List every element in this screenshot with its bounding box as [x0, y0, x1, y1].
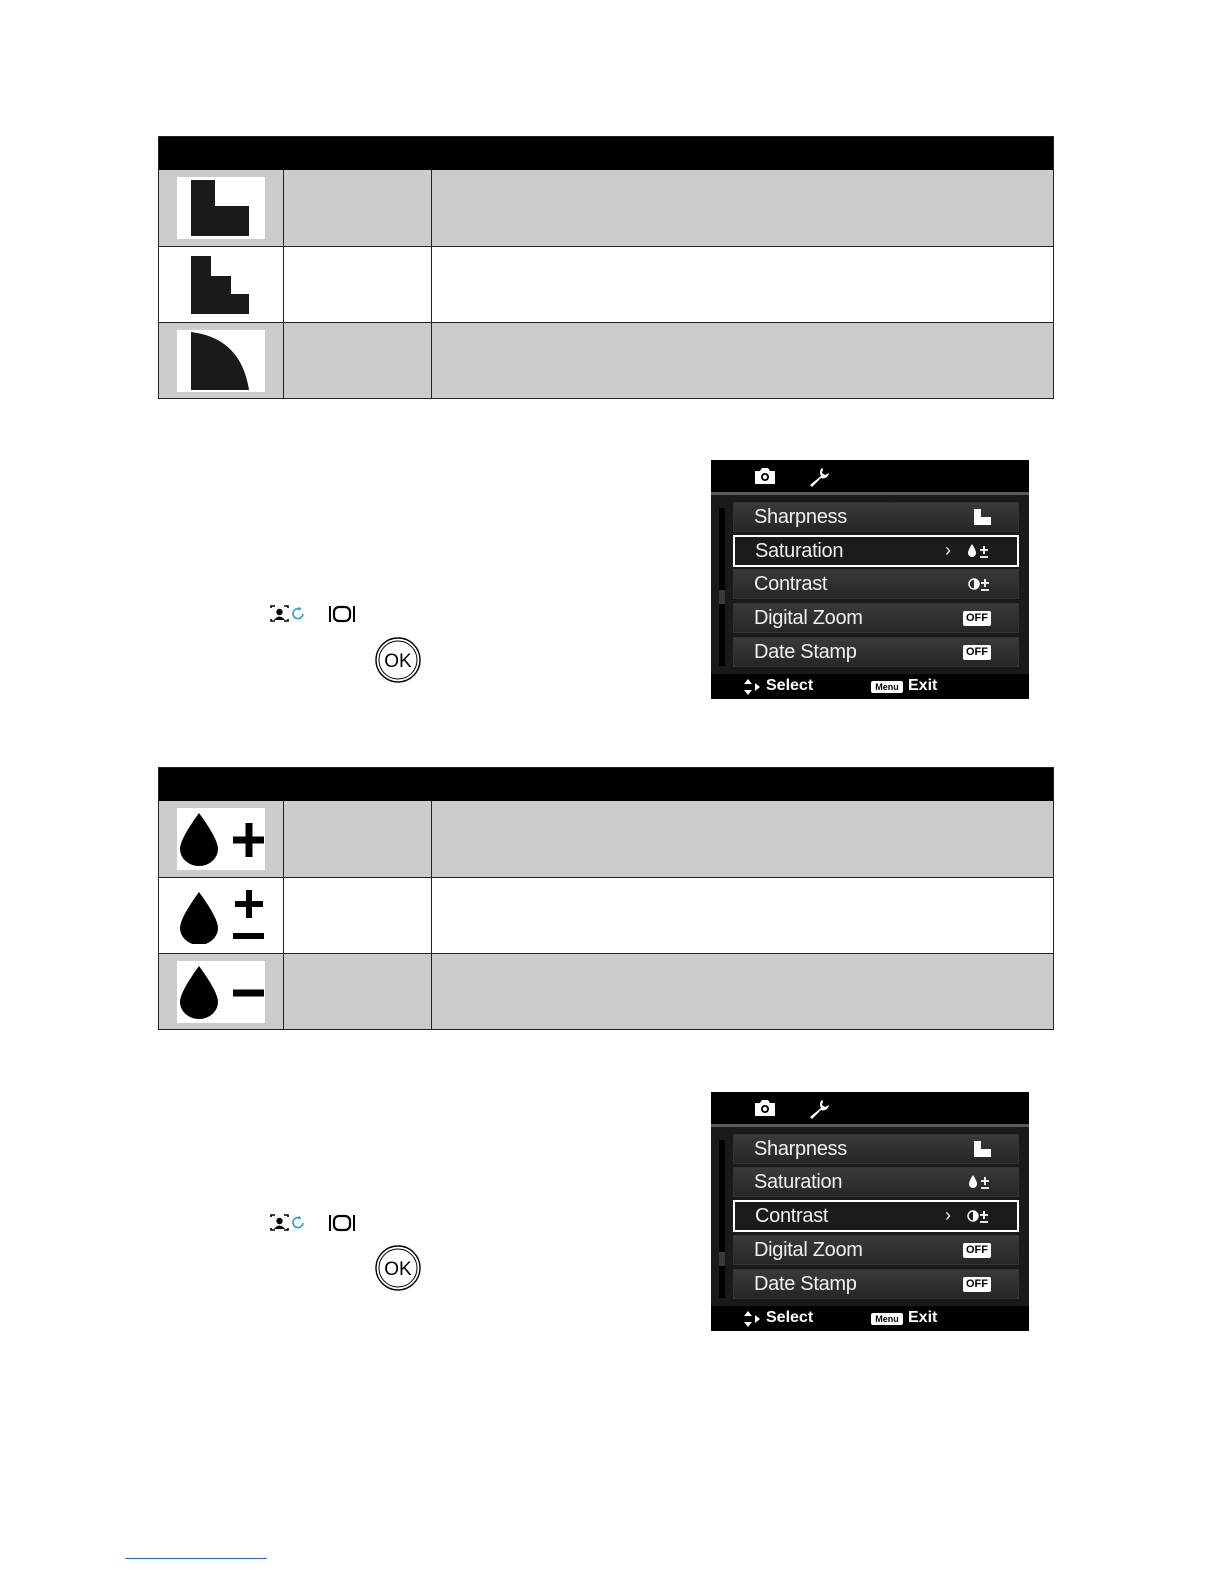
sharpness-normal-icon	[177, 254, 265, 316]
display-mode-icon	[328, 605, 356, 628]
camera-icon[interactable]	[754, 466, 776, 491]
ok-button-label: OK	[384, 1259, 412, 1280]
sharpness-low-icon	[177, 330, 265, 392]
saturation-plus-icon	[177, 808, 265, 870]
table-row	[159, 953, 1053, 1029]
camera-menu-footer	[711, 674, 1029, 699]
scrollbar[interactable]	[719, 1140, 725, 1298]
menu-item-contrast[interactable]	[733, 569, 1019, 599]
camera-menu-footer	[711, 1306, 1029, 1331]
camera-menu-screen	[711, 460, 1029, 699]
up-down-arrow-icon	[743, 1311, 763, 1332]
exit-label: Exit	[908, 677, 938, 694]
menu-item-label: Saturation	[754, 1171, 843, 1193]
menu-item-digital-zoom[interactable]	[733, 1235, 1019, 1265]
menu-item-label: Date Stamp	[754, 641, 857, 663]
off-badge: OFF	[963, 645, 991, 660]
menu-item-contrast[interactable]	[733, 1200, 1019, 1232]
menu-item-label: Sharpness	[754, 1138, 847, 1160]
table-header	[159, 768, 1053, 801]
select-label: Select	[766, 677, 814, 694]
camera-menu-screen	[711, 1092, 1029, 1331]
saturation-table	[158, 767, 1054, 1030]
menu-item-saturation[interactable]	[733, 535, 1019, 567]
menu-button-icon: Menu	[871, 1313, 903, 1325]
menu-item-label: Digital Zoom	[754, 1239, 863, 1261]
camera-icon[interactable]	[754, 1098, 776, 1123]
face-detect-icon	[270, 1214, 306, 1237]
ok-button-label: OK	[384, 651, 412, 672]
sharpness-icon	[974, 509, 992, 525]
sharpness-table	[158, 136, 1054, 399]
camera-menu-tabs	[711, 1092, 1029, 1124]
menu-item-sharpness[interactable]	[733, 502, 1019, 532]
contrast-icon	[968, 576, 992, 592]
ok-button-icon	[375, 637, 421, 683]
wrench-icon[interactable]	[808, 1098, 830, 1125]
table-header	[159, 137, 1053, 170]
face-detect-icon	[270, 605, 306, 628]
select-label: Select	[766, 1309, 814, 1326]
footer-rule	[125, 1558, 267, 1559]
ok-button-icon	[375, 1245, 421, 1291]
off-badge: OFF	[963, 1243, 991, 1258]
contrast-icon	[967, 1208, 991, 1224]
menu-item-label: Digital Zoom	[754, 607, 863, 629]
wrench-icon[interactable]	[808, 466, 830, 493]
menu-item-date-stamp[interactable]	[733, 637, 1019, 667]
menu-item-label: Contrast	[755, 1205, 829, 1227]
table-row	[159, 246, 1053, 322]
display-mode-icon	[328, 1214, 356, 1237]
menu-item-label: Contrast	[754, 573, 828, 595]
scrollbar[interactable]	[719, 508, 725, 666]
menu-button-icon: Menu	[871, 681, 903, 693]
menu-item-label: Sharpness	[754, 506, 847, 528]
off-badge: OFF	[963, 1277, 991, 1292]
table-row	[159, 877, 1053, 953]
table-row	[159, 170, 1053, 246]
saturation-icon	[968, 1174, 992, 1190]
menu-item-saturation[interactable]	[733, 1167, 1019, 1197]
sharpness-high-icon	[177, 177, 265, 239]
saturation-minus-icon	[177, 961, 265, 1023]
exit-label: Exit	[908, 1309, 938, 1326]
saturation-plus-minus-icon	[177, 885, 265, 947]
menu-item-date-stamp[interactable]	[733, 1269, 1019, 1299]
table-row	[159, 801, 1053, 877]
chevron-right-icon: ›	[945, 540, 951, 560]
table-row	[159, 322, 1053, 398]
menu-item-label: Date Stamp	[754, 1273, 857, 1295]
camera-menu-tabs	[711, 460, 1029, 492]
menu-item-digital-zoom[interactable]	[733, 603, 1019, 633]
sharpness-icon	[974, 1141, 992, 1157]
saturation-icon	[967, 543, 991, 559]
off-badge: OFF	[963, 611, 991, 626]
menu-item-sharpness[interactable]	[733, 1134, 1019, 1164]
up-down-arrow-icon	[743, 679, 763, 700]
chevron-right-icon: ›	[945, 1205, 951, 1225]
menu-item-label: Saturation	[755, 540, 844, 562]
